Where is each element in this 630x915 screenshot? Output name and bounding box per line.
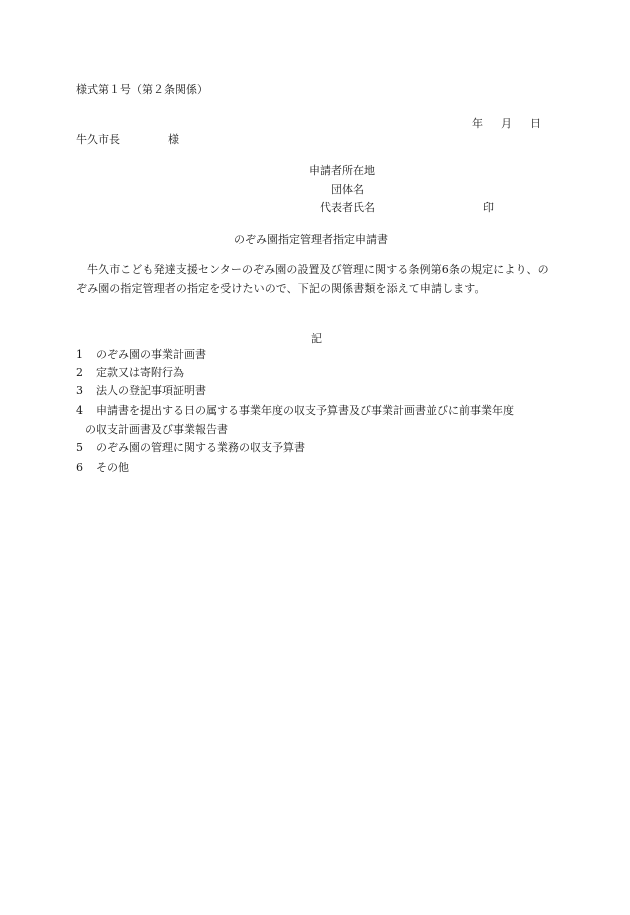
list-item-text: 定款又は寄附行為 [96,366,184,379]
list-item-text: のぞみ園の事業計画書 [96,348,206,361]
ki-heading: 記 [311,332,322,345]
list-item [76,348,206,361]
addressee-name: 牛久市長 [76,133,120,146]
list-item [76,384,206,397]
addressee [76,133,179,146]
list-item-continuation: の収支計画書及び事業報告書 [85,423,228,436]
list-item-text: 法人の登記事項証明書 [96,384,206,397]
list-item-number: 5 [76,441,83,454]
list-item-number: 6 [76,461,83,474]
document-title: のぞみ園指定管理者指定申請書 [234,233,388,246]
list-item-text: その他 [96,461,129,474]
list-item [76,401,556,439]
applicant-address-label: 申請者所在地 [309,164,375,177]
list-item-number: 3 [76,384,83,397]
addressee-honorific: 様 [168,133,179,146]
body-paragraph: 牛久市こども発達支援センターのぞみ園の設置及び管理に関する条例第6条の規定により、のぞみ園の指定管理者の指定を受けたいので、下記の関係書類を添えて申請します。 [76,263,549,295]
list-item-number: 4 [76,404,83,417]
date-year: 年 [472,117,483,130]
list-item [76,441,305,454]
list-item-number: 1 [76,348,83,361]
list-item-text: 申請書を提出する日の属する事業年度の収支予算書及び事業計画書並びに前事業年度 [96,404,514,417]
form-number: 様式第１号（第２条関係） [76,83,208,96]
date-line [472,117,541,130]
applicant-rep-label: 代表者氏名 [320,201,375,214]
date-day: 日 [530,117,541,130]
list-item [76,366,184,379]
list-item-text: のぞみ園の管理に関する業務の収支予算書 [96,441,305,454]
date-month: 月 [501,117,512,130]
applicant-org-label: 団体名 [331,183,364,196]
seal-mark: 印 [483,201,494,214]
list-item [76,461,129,474]
applicant-rep-line [320,201,494,214]
list-item-number: 2 [76,366,83,379]
